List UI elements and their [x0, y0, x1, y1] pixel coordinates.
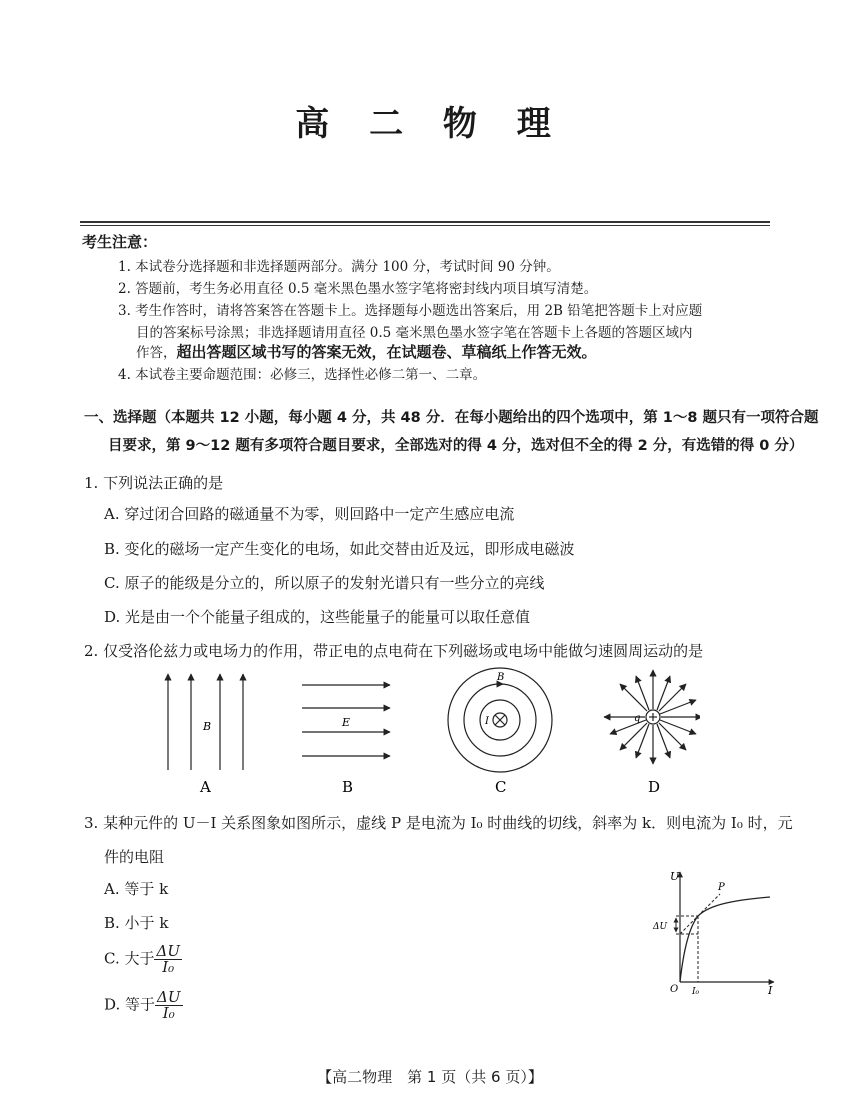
- question-3-option-c: [104, 944, 182, 975]
- page-title: 高 二 物 理: [295, 104, 565, 144]
- x-axis-label: I: [768, 984, 773, 997]
- fraction-numerator: ΔU: [157, 988, 181, 1006]
- fraction-numerator: ΔU: [156, 942, 180, 960]
- notice-item-3-bold: 超出答题区域书写的答案无效，在试题卷、草稿纸上作答无效。: [176, 343, 597, 361]
- y-axis-label: U: [670, 870, 680, 883]
- page-footer: 【高二物理 第 1 页（共 6 页）】: [317, 1068, 543, 1086]
- notice-item-4: 4. 本试卷主要命题范围：必修三，选择性必修二第一、二章。: [118, 367, 487, 383]
- delta-u-label: ΔU: [653, 922, 668, 932]
- question-2-stem: 2. 仅受洛伦兹力或电场力的作用，带正电的点电荷在下列磁场或电场中能做匀速圆周运动的是: [84, 642, 704, 660]
- notice-item-3-line-2: 目的答案标号涂黑；非选择题请用直径 0.5 毫米黑色墨水签字笔在答题卡上各题的答题区域内: [136, 325, 693, 341]
- notice-item-3-prefix: 作答，: [136, 345, 177, 361]
- section-heading-line-1: 一、选择题（本题共 12 小题，每小题 4 分，共 48 分．在每小题给出的四个选项中，第 1～8 题只有一项符合题: [84, 410, 819, 426]
- question-1-stem: 1. 下列说法正确的是: [84, 474, 224, 492]
- question-3-stem-line-2: 件的电阻: [104, 848, 165, 866]
- u-i-curve: [680, 897, 770, 982]
- figure-d-charge-label: q: [634, 713, 641, 724]
- question-1-option-d: D. 光是由一个个能量子组成的，这些能量子的能量可以取任意值: [104, 608, 531, 626]
- question-3-option-d: [104, 990, 183, 1021]
- figure-d-label: D: [648, 778, 661, 796]
- notice-item-3-line-1: 3. 考生作答时，请将答案答在答题卡上。选择题每小题选出答案后，用 2B 铅笔把答题卡上对应题: [118, 303, 703, 319]
- option-c-prefix: C. 大于: [104, 949, 155, 968]
- question-3-option-a: A. 等于 k: [104, 880, 169, 898]
- question-3-option-b: B. 小于 k: [104, 914, 169, 932]
- figure-d-radial-field: [604, 670, 700, 764]
- fraction-denominator: I₀: [162, 1004, 175, 1022]
- notice-item-3-line-3: [136, 342, 597, 363]
- figure-c-circular-field: [448, 668, 552, 772]
- figure-b-field-label: E: [342, 716, 351, 729]
- question-2-figures: [140, 660, 700, 800]
- figure-c-field-label: B: [497, 672, 505, 683]
- tangent-label: P: [718, 882, 725, 893]
- figure-c-current-label: I: [485, 716, 489, 727]
- notice-item-1: 1. 本试卷分选择题和非选择题两部分。满分 100 分，考试时间 90 分钟。: [118, 259, 560, 275]
- figure-a-field-label: B: [203, 720, 212, 733]
- notice-item-2: 2. 答题前，考生务必用直径 0.5 毫米黑色墨水签字笔将密封线内项目填写清楚。: [118, 281, 598, 297]
- i0-tick-label: I₀: [692, 987, 700, 997]
- fraction-delta-u-over-i0: [155, 990, 182, 1021]
- notice-heading: 考生注意：: [82, 233, 158, 251]
- option-d-prefix: D. 等于: [104, 995, 156, 1014]
- header-rule: [80, 221, 770, 223]
- fraction-denominator: I₀: [162, 958, 175, 976]
- question-3-graph: [646, 866, 780, 998]
- question-1-option-c: C. 原子的能级是分立的，所以原子的发射光谱只有一些分立的亮线: [104, 574, 545, 592]
- figure-c-label: C: [495, 778, 507, 796]
- figure-a-label: A: [200, 778, 211, 796]
- question-1-option-a: A. 穿过闭合回路的磁通量不为零，则回路中一定产生感应电流: [104, 505, 515, 523]
- question-3-stem-line-1: 3. 某种元件的 U－I 关系图象如图所示，虚线 P 是电流为 I₀ 时曲线的切线，斜率为 k．则电流为 I₀ 时，元: [84, 814, 793, 832]
- question-1-option-b: B. 变化的磁场一定产生变化的电场，如此交替由近及远，即形成电磁波: [104, 540, 575, 558]
- figure-b-label: B: [342, 778, 354, 796]
- fraction-delta-u-over-i0: [154, 944, 181, 975]
- origin-label: O: [670, 984, 679, 995]
- header-rule-thin: [80, 225, 770, 226]
- section-heading-line-2: 目要求，第 9～12 题有多项符合题目要求，全部选对的得 4 分，选对但不全的得 2 分，有选错的得 0 分）: [108, 438, 804, 454]
